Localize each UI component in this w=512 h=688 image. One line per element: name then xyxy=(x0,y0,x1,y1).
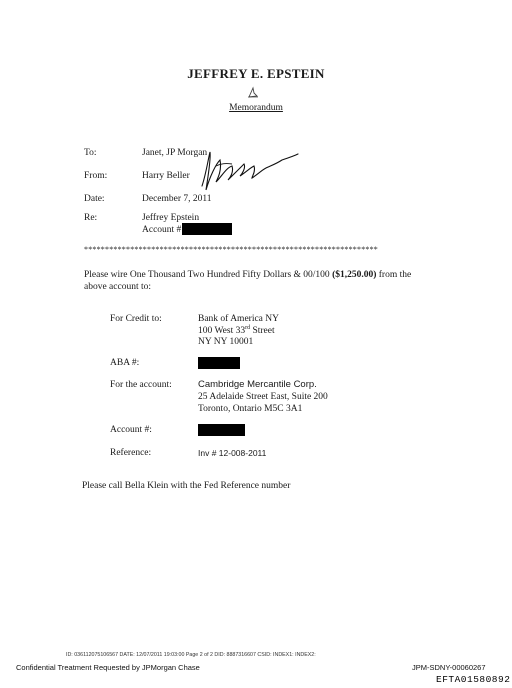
document-title: JEFFREY E. EPSTEIN xyxy=(187,66,325,81)
bank-name: Bank of America NY xyxy=(198,314,279,324)
letterhead-logo-icon xyxy=(246,86,260,98)
wire-instruction-line2: above account to: xyxy=(84,282,152,292)
memorandum-heading: Memorandum xyxy=(229,103,283,113)
re-account-label: Account # xyxy=(142,225,182,235)
for-the-account-label: For the account: xyxy=(110,380,172,390)
wire-amount: ($1,250.00) xyxy=(332,270,377,280)
beneficiary-address-2: Toronto, Ontario M5C 3A1 xyxy=(198,404,303,414)
bates-number-efta: EFTA01580892 xyxy=(436,674,511,685)
from-value: Harry Beller xyxy=(142,171,190,181)
credit-label: For Credit to: xyxy=(110,314,162,324)
closing-note: Please call Bella Klein with the Fed Reference number xyxy=(82,481,291,491)
reference-label: Reference: xyxy=(110,448,152,458)
beneficiary-address-1: 25 Adelaide Street East, Suite 200 xyxy=(198,392,328,402)
date-label: Date: xyxy=(84,194,105,204)
beneficiary-name: Cambridge Mercantile Corp. xyxy=(198,379,317,390)
from-label: From: xyxy=(84,171,108,181)
redaction-bar xyxy=(182,223,232,235)
date-value: December 7, 2011 xyxy=(142,194,212,204)
reference-value: Inv # 12-008-2011 xyxy=(198,448,267,458)
account-label: Account #: xyxy=(110,425,152,435)
confidential-notice: Confidential Treatment Requested by JPMorgan Chase xyxy=(16,663,200,672)
bank-address: 100 West 33rd Street xyxy=(198,325,275,337)
redaction-bar xyxy=(198,357,240,369)
to-value: Janet, JP Morgan xyxy=(142,148,208,158)
bates-number-jpm: JPM-SDNY-00060267 xyxy=(412,663,486,672)
aba-label: ABA #: xyxy=(110,358,140,368)
re-label: Re: xyxy=(84,213,98,223)
re-value: Jeffrey Epstein xyxy=(142,213,200,223)
wire-instruction-line1: Please wire One Thousand Two Hundred Fifty Dollars & 00/100 ($1,250.00) from the xyxy=(84,270,412,280)
separator-line: ********************************************************************** xyxy=(84,245,378,254)
fax-header-line: ID: 036112075106567 DATE: 12/07/2011 19:03:00 Page 2 of 2 DID: 8887316607 CSID: INDEX1: INDEX2: xyxy=(66,652,316,658)
handwritten-signature xyxy=(196,146,300,192)
redaction-bar xyxy=(198,424,245,436)
to-label: To: xyxy=(84,148,97,158)
bank-city: NY NY 10001 xyxy=(198,337,254,347)
